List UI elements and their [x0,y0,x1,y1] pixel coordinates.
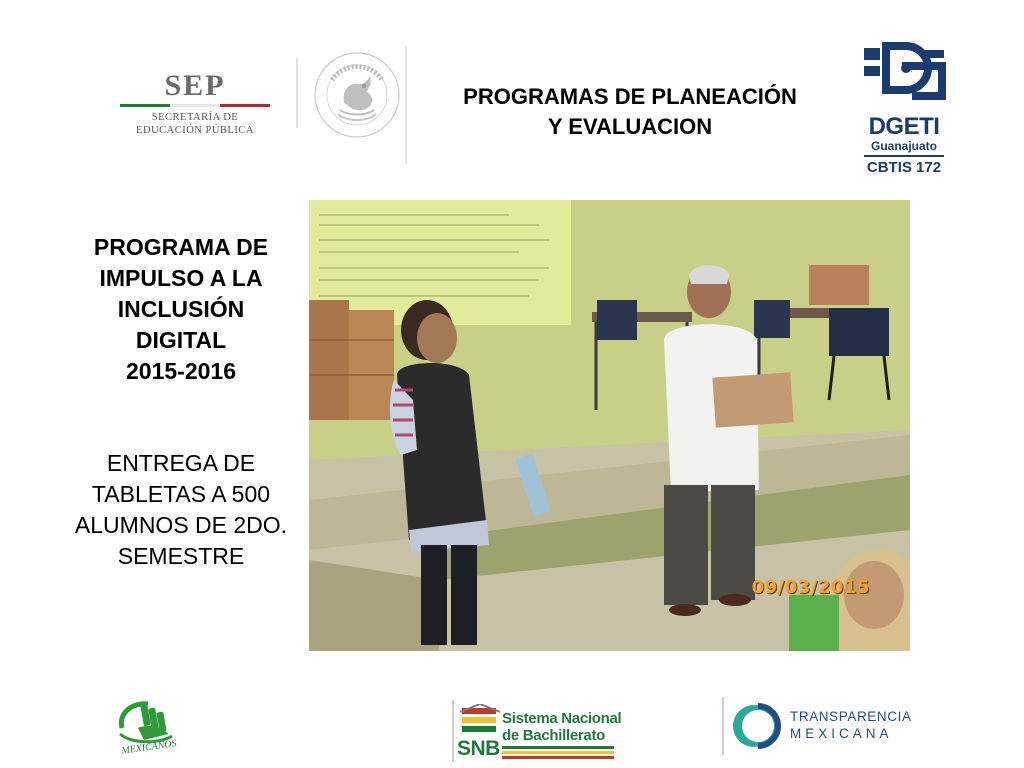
program-description-line: ALUMNOS DE 2DO. [74,512,288,538]
event-photo [309,200,910,651]
header-title [420,82,840,142]
dgeti-divider [864,155,944,157]
sep-subtitle-line1: SECRETARÍA DE [151,112,239,123]
mexicanos-text: MEXICANOS [120,738,178,757]
header-title-line2: Y EVALUACION [547,114,713,139]
snb-acronym: SNB [457,737,500,760]
snb-stripe-yellow [502,751,614,754]
program-description-line: SEMESTRE [117,543,245,569]
program-title-line: 2015-2016 [126,358,236,384]
program-description-line: TABLETAS A 500 [91,481,271,507]
header-divider-right [405,46,407,164]
snb-stripe-red [502,756,614,759]
transparencia-mexicana-logo-icon [728,698,784,754]
header-divider-left [296,58,298,128]
photo-date-stamp: 09/03/2015 [751,577,870,598]
snb-name-line2: de Bachillerato [502,727,606,744]
transparencia-divider [722,697,724,755]
dgeti-name: DGETI [868,113,940,140]
mexican-national-seal-icon [312,50,402,140]
dgeti-school: CBTIS 172 [866,159,942,176]
snb-name-line1: Sistema Nacional [502,710,622,727]
header-title-line1: PROGRAMAS DE PLANEACIÓN [463,84,797,109]
snb-divider [452,700,454,762]
mexicanos-primero-logo [112,698,184,764]
program-title-line: DIGITAL [135,327,227,353]
program-description [60,448,302,572]
snb-stripe-green [502,746,614,749]
sep-color-bar [120,104,270,107]
dgeti-emblem-icon [858,42,950,114]
sep-subtitle-line2: EDUCACIÓN PÚBLICA [136,125,254,136]
program-description-line: ENTREGA DE [106,450,256,476]
dgeti-logo [858,42,950,178]
program-title-line: INCLUSIÓN [117,296,245,322]
sep-acronym: SEP [164,69,226,102]
snb-logo [452,700,622,762]
sep-logo [115,70,275,140]
transparencia-line1: TRANSPARENCIA [790,709,912,724]
dgeti-state: Guanajuato [870,139,937,153]
transparencia-line2: MEXICANA [790,726,893,741]
transparencia-mexicana-logo [722,697,912,755]
program-title-line: PROGRAMA DE [93,234,269,260]
snb-name [502,710,621,744]
program-title [60,232,302,387]
program-title-line: IMPULSO A LA [99,265,263,291]
